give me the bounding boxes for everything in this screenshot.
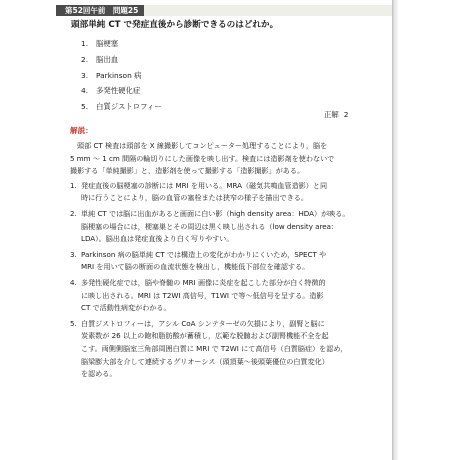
intro-line: 撮影する「単純撮影」と，造影剤を使って撮影する「造影撮影」がある。 (70, 166, 305, 176)
question-text: 頭部単純 CT で発症直後から診断できるのはどれか。 (71, 20, 279, 30)
item-number: 1. (70, 180, 77, 190)
explanation-item-2 (70, 208, 388, 246)
item-number: 4. (70, 277, 77, 287)
choice-label: 白質ジストロフィー (96, 102, 162, 112)
explanation-item-1 (70, 180, 388, 205)
item-number: 5. (70, 318, 77, 328)
correct-answer (324, 109, 349, 120)
choice-item (81, 55, 162, 71)
item-line: 単純 CT では脳に出血があると画面に白い影（high density area：HDA）が映る。 (81, 208, 350, 218)
item-line: 発症直後の脳梗塞の診断には MRI を用いる。MRA（磁気共鳴血管造影）と同 (81, 180, 328, 190)
item-line: を認める。 (81, 369, 117, 379)
item-line: 脳梁膨大部を介して連続するグリオーシス（頭頂葉～後頭葉優位の白質変化） (81, 356, 329, 366)
choice-number: 5. (81, 102, 89, 112)
item-line: 脳梗塞の場合には，梗塞巣とその周辺は黒く映し出される（low density area： (81, 221, 339, 231)
item-number: 2. (70, 208, 77, 218)
page-edge-shadow (392, 0, 398, 460)
choice-label: 脳出血 (96, 54, 119, 64)
explanation-item-3 (70, 249, 388, 274)
explanation-heading: 解説： (70, 126, 93, 135)
item-line: に映し出される。MRI は T2WI 高信号，T1WI で等～低信号を呈する。造影 (81, 290, 324, 300)
choice-item (81, 102, 162, 118)
item-line: CT で活動性病変がわかる。 (81, 303, 171, 313)
textbook-page (56, 0, 392, 460)
item-line: LDA）。脳出血は発症直後より白く写りやすい。 (81, 234, 234, 244)
question-number-tag: 第52回午前 問題25 (56, 5, 144, 16)
item-line: 炭素数が 26 以上の飽和脂肪酸が蓄積し，広範な脱髄および副腎機能不全を起 (81, 331, 329, 341)
choice-item (81, 71, 162, 87)
choice-list (81, 39, 162, 118)
answer-label: 正解 (324, 110, 339, 119)
intro-line: 頭部 CT 検査は頭部を X 線撮影してコンピューター処理することにより，脳を (77, 141, 328, 150)
answer-value: 2 (343, 110, 349, 119)
choice-number: 1. (81, 39, 89, 48)
explanation-body (70, 140, 388, 384)
item-line: MRI を用いて脳の断面の血流状態を検出し，機能低下部位を確認する。 (81, 262, 310, 272)
choice-number: 4. (81, 86, 89, 96)
explanation-item-5 (70, 318, 388, 381)
item-line: 白質ジストロフィーは，アシル CoA シンテターゼの欠損により，副腎と脳に (81, 318, 325, 328)
intro-line: 5 mm ～ 1 cm 間隔の輪切りにした画像を映し出す。検査には造影剤を使わないで (70, 153, 335, 163)
choice-label: 脳梗塞 (96, 39, 119, 48)
item-line: 時に行うことにより，脳の血管の塞栓または狭窄の様子を描出できる。 (81, 193, 308, 203)
item-line: Parkinson 病の脳単純 CT では構造上の変化がわかりにくいため，SPECT や (81, 249, 327, 259)
choice-number: 3. (81, 70, 89, 80)
choice-item (81, 39, 162, 55)
item-number: 3. (70, 249, 77, 259)
choice-label: Parkinson 病 (96, 70, 142, 80)
explanation-intro (70, 140, 388, 178)
choice-number: 2. (81, 54, 89, 64)
choice-label: 多発性硬化症 (96, 86, 141, 96)
item-line: 多発性硬化症では，脳や脊髄の MRI 画像に炎症を起こした部分が白く特徴的 (81, 277, 326, 287)
item-line: こす。両側側脳室三角部周囲白質に MRI で T2WI にて高信号（白質脳症）を認め， (81, 343, 348, 353)
choice-item (81, 86, 162, 102)
explanation-item-4 (70, 277, 388, 315)
